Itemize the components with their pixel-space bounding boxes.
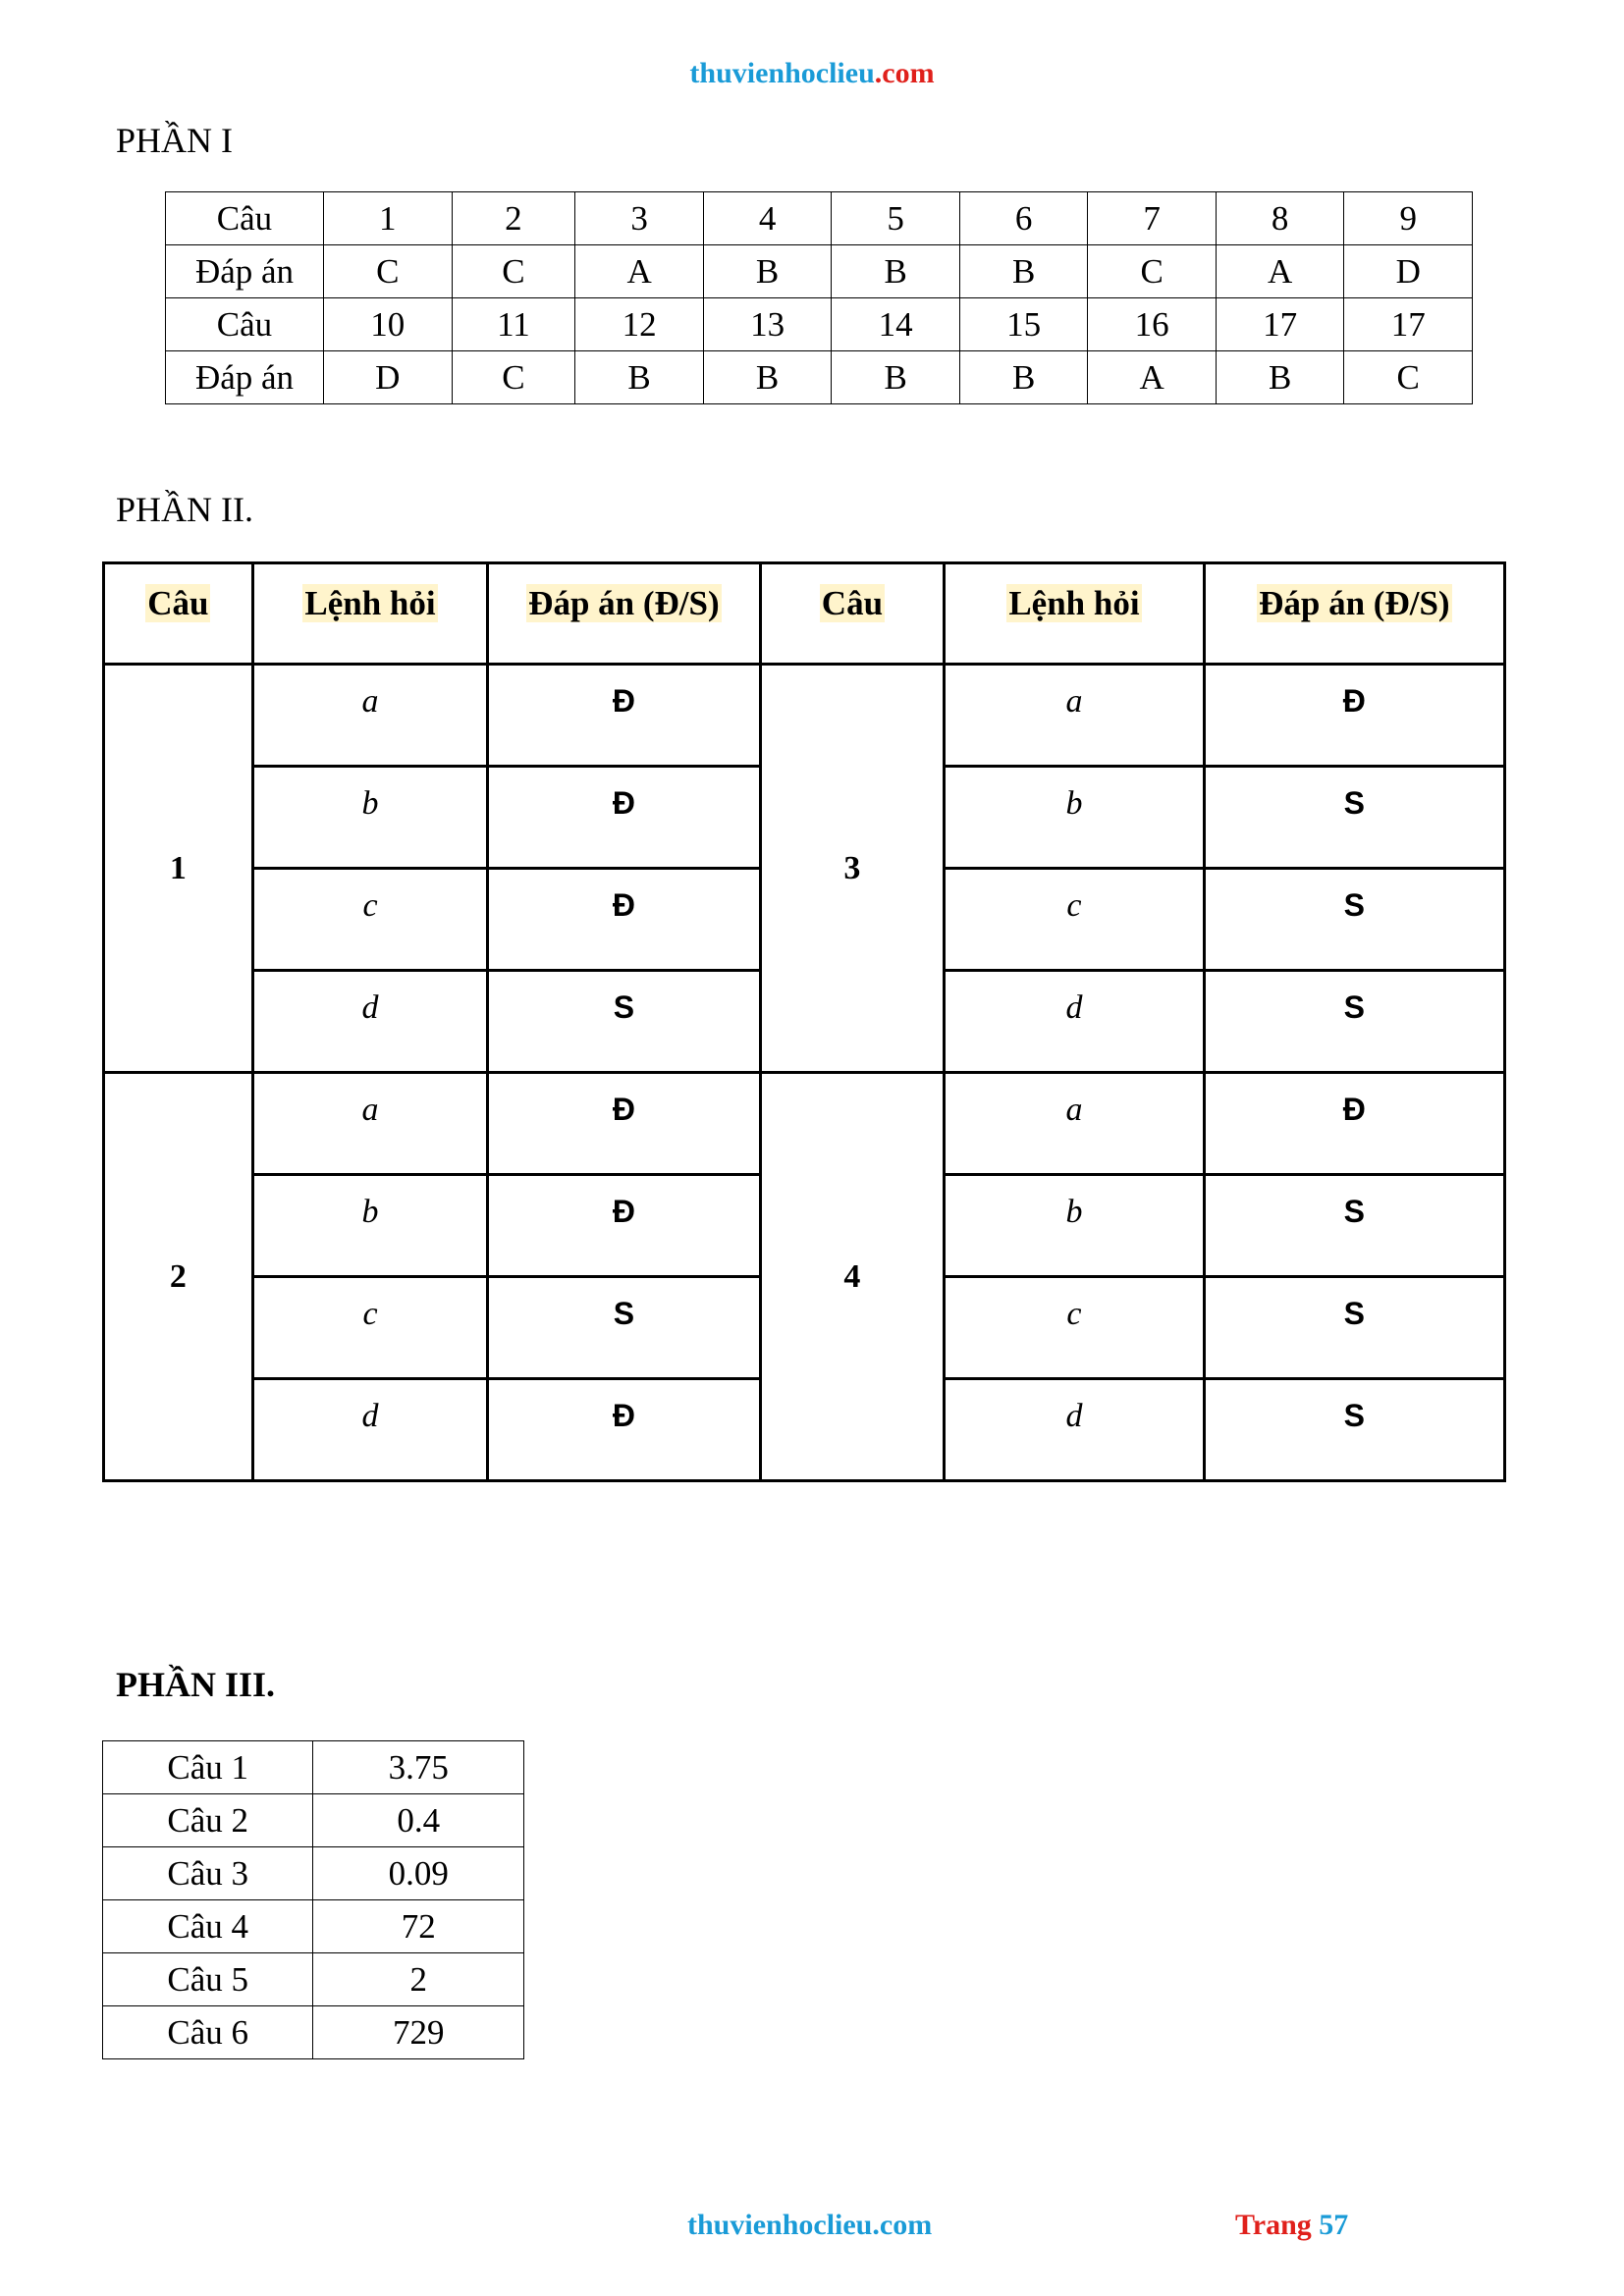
part2-header-text: Đáp án (Đ/S)	[528, 584, 720, 622]
part1-answer-letter: D	[1344, 245, 1473, 298]
part1-answer-letter: C	[452, 351, 575, 404]
header-site-name-main: thuvienhoclieu	[689, 57, 875, 89]
part3-question-label: Câu 2	[103, 1794, 313, 1847]
part2-header-text: Lệnh hỏi	[304, 584, 436, 622]
part2-header-cell	[760, 563, 945, 665]
part2-true-false-answer: S	[1204, 869, 1504, 971]
part1-answer-letter: C	[1088, 245, 1217, 298]
part2-true-false-answer: S	[1204, 971, 1504, 1073]
part3-answer-value: 2	[313, 1953, 524, 2006]
header-site-name-domain: .com	[874, 57, 935, 89]
part2-true-false-answer: Đ	[488, 1073, 760, 1175]
part1-question-row	[166, 192, 1473, 245]
part3-row	[103, 1794, 524, 1847]
part1-question-number: 6	[959, 192, 1088, 245]
part3-title: PHẦN III.	[116, 1665, 276, 1704]
part1-question-number: 16	[1088, 298, 1217, 351]
part2-sub-question: b	[945, 767, 1204, 869]
part3-question-label: Câu 6	[103, 2006, 313, 2059]
part2-true-false-answer: Đ	[488, 869, 760, 971]
part1-question-number: 15	[959, 298, 1088, 351]
part2-row	[104, 1073, 1505, 1175]
part1-answer-letter: B	[703, 351, 832, 404]
part1-answer-letter: B	[703, 245, 832, 298]
part1-answer-letter: A	[575, 245, 704, 298]
part3-table-body	[103, 1741, 524, 2059]
part1-answer-letter: B	[1216, 351, 1344, 404]
part2-true-false-answer: S	[1204, 1379, 1504, 1481]
part1-question-row	[166, 298, 1473, 351]
footer-page-label: Trang	[1235, 2209, 1312, 2241]
part1-answer-letter: A	[1216, 245, 1344, 298]
footer-site-name-main: thuvienhoclieu	[687, 2209, 873, 2241]
part2-sub-question: a	[945, 665, 1204, 767]
part2-header-text: Câu	[821, 584, 884, 622]
part2-true-false-answer: Đ	[488, 1175, 760, 1277]
part2-true-false-answer: Đ	[1204, 665, 1504, 767]
part2-answer-table	[102, 561, 1506, 1482]
part2-question-number: 4	[760, 1073, 945, 1481]
part3-question-label: Câu 5	[103, 1953, 313, 2006]
part1-question-number: 14	[832, 298, 960, 351]
part2-true-false-answer: S	[1204, 1175, 1504, 1277]
part1-answer-letter: B	[959, 351, 1088, 404]
part1-row-label: Câu	[166, 298, 324, 351]
part3-row	[103, 2006, 524, 2059]
part1-question-number: 11	[452, 298, 575, 351]
part2-header-text: Đáp án (Đ/S)	[1259, 584, 1450, 622]
part2-header-text: Lệnh hỏi	[1008, 584, 1140, 622]
part1-question-number: 8	[1216, 192, 1344, 245]
part2-sub-question: d	[252, 1379, 488, 1481]
part1-answer-letter: C	[452, 245, 575, 298]
part2-header-text: Câu	[147, 584, 209, 622]
part2-sub-question: a	[252, 665, 488, 767]
part1-row-label: Câu	[166, 192, 324, 245]
part2-true-false-answer: S	[1204, 767, 1504, 869]
footer-page-number	[1235, 2209, 1348, 2242]
part1-answer-letter: B	[832, 245, 960, 298]
part3-row	[103, 1900, 524, 1953]
part1-question-number: 12	[575, 298, 704, 351]
part3-question-label: Câu 4	[103, 1900, 313, 1953]
part3-row	[103, 1953, 524, 2006]
part1-answer-letter: B	[832, 351, 960, 404]
part3-answer-value: 72	[313, 1900, 524, 1953]
part1-answer-letter: C	[324, 245, 453, 298]
part2-true-false-answer: S	[1204, 1277, 1504, 1379]
part1-row-label: Đáp án	[166, 245, 324, 298]
part2-title: PHẦN II.	[116, 490, 253, 529]
part2-header-cell	[104, 563, 253, 665]
part3-answer-value: 729	[313, 2006, 524, 2059]
part1-answer-letter: B	[959, 245, 1088, 298]
part1-answer-table	[165, 191, 1473, 404]
part2-table-body	[104, 665, 1505, 1481]
part1-answer-letter: C	[1344, 351, 1473, 404]
part2-sub-question: b	[252, 767, 488, 869]
part1-question-number: 4	[703, 192, 832, 245]
part2-sub-question: a	[252, 1073, 488, 1175]
part3-question-label: Câu 1	[103, 1741, 313, 1794]
part1-row-label: Đáp án	[166, 351, 324, 404]
part2-sub-question: a	[945, 1073, 1204, 1175]
part2-header-row	[104, 563, 1505, 665]
part2-sub-question: b	[252, 1175, 488, 1277]
footer-site-name-domain: .com	[872, 2209, 933, 2241]
part2-sub-question: d	[945, 971, 1204, 1073]
part2-row	[104, 665, 1505, 767]
part2-true-false-answer: S	[488, 971, 760, 1073]
part1-question-number: 3	[575, 192, 704, 245]
footer-page-value: 57	[1319, 2209, 1349, 2241]
part3-question-label: Câu 3	[103, 1847, 313, 1900]
part2-question-number: 2	[104, 1073, 253, 1481]
part2-sub-question: c	[945, 869, 1204, 971]
part3-row	[103, 1741, 524, 1794]
part1-question-number: 2	[452, 192, 575, 245]
part1-answer-letter: D	[324, 351, 453, 404]
part3-row	[103, 1847, 524, 1900]
part1-answer-row	[166, 245, 1473, 298]
part3-answer-value: 0.4	[313, 1794, 524, 1847]
footer-site-name	[687, 2209, 932, 2242]
part2-header-cell	[252, 563, 488, 665]
part3-answer-value: 3.75	[313, 1741, 524, 1794]
part2-sub-question: d	[945, 1379, 1204, 1481]
part2-sub-question: d	[252, 971, 488, 1073]
part2-sub-question: c	[252, 1277, 488, 1379]
part1-question-number: 9	[1344, 192, 1473, 245]
part2-question-number: 3	[760, 665, 945, 1073]
part1-title: PHẦN I	[116, 121, 234, 160]
part2-sub-question: c	[252, 869, 488, 971]
part2-question-number: 1	[104, 665, 253, 1073]
part1-question-number: 10	[324, 298, 453, 351]
part2-header-cell	[1204, 563, 1504, 665]
part3-answer-table	[102, 1740, 524, 2059]
part2-true-false-answer: Đ	[488, 767, 760, 869]
part1-question-number: 13	[703, 298, 832, 351]
part2-true-false-answer: Đ	[488, 1379, 760, 1481]
part1-question-number: 17	[1344, 298, 1473, 351]
part2-true-false-answer: Đ	[1204, 1073, 1504, 1175]
part1-answer-letter: B	[575, 351, 704, 404]
part1-table-body	[166, 192, 1473, 404]
part2-sub-question: b	[945, 1175, 1204, 1277]
part2-sub-question: c	[945, 1277, 1204, 1379]
part1-question-number: 5	[832, 192, 960, 245]
part2-true-false-answer: Đ	[488, 665, 760, 767]
part2-header-cell	[488, 563, 760, 665]
part2-header-cell	[945, 563, 1204, 665]
part3-answer-value: 0.09	[313, 1847, 524, 1900]
part1-question-number: 1	[324, 192, 453, 245]
part1-answer-row	[166, 351, 1473, 404]
part1-question-number: 17	[1216, 298, 1344, 351]
part1-question-number: 7	[1088, 192, 1217, 245]
part1-answer-letter: A	[1088, 351, 1217, 404]
part2-true-false-answer: S	[488, 1277, 760, 1379]
header-site-name	[0, 57, 1624, 90]
